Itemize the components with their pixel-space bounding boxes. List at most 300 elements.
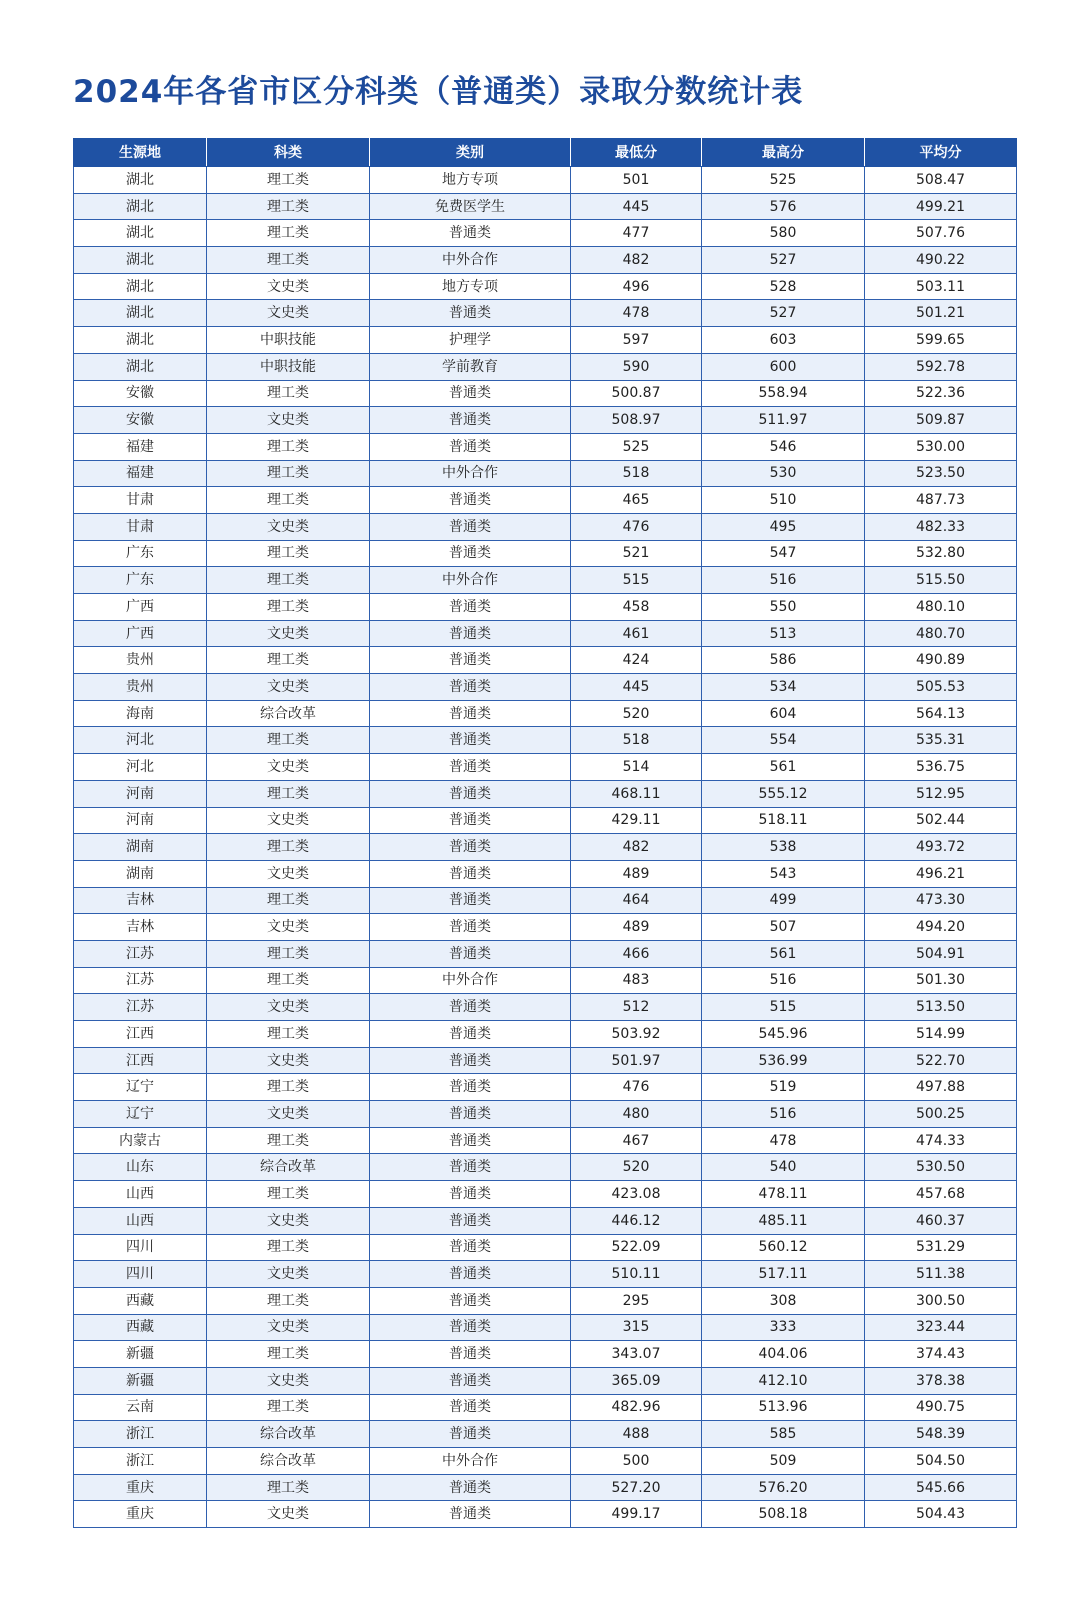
cell-avg-score: 323.44 — [865, 1314, 1017, 1341]
table-row — [74, 1474, 1017, 1501]
cell-category: 普通类 — [370, 380, 571, 407]
cell-origin: 湖南 — [74, 834, 207, 861]
table-row — [74, 700, 1017, 727]
cell-avg-score: 300.50 — [865, 1287, 1017, 1314]
table-row — [74, 780, 1017, 807]
cell-avg-score: 501.21 — [865, 300, 1017, 327]
cell-min-score: 482 — [571, 247, 702, 274]
cell-category: 中外合作 — [370, 1448, 571, 1475]
table-row — [74, 647, 1017, 674]
cell-origin: 新疆 — [74, 1367, 207, 1394]
cell-origin: 浙江 — [74, 1448, 207, 1475]
table-row — [74, 1341, 1017, 1368]
cell-max-score: 516 — [702, 967, 865, 994]
cell-max-score: 499 — [702, 887, 865, 914]
cell-subject-type: 理工类 — [207, 1021, 370, 1048]
cell-subject-type: 文史类 — [207, 807, 370, 834]
cell-category: 普通类 — [370, 1234, 571, 1261]
cell-min-score: 500.87 — [571, 380, 702, 407]
cell-origin: 西藏 — [74, 1314, 207, 1341]
cell-category: 学前教育 — [370, 353, 571, 380]
cell-max-score: 527 — [702, 300, 865, 327]
cell-avg-score: 501.30 — [865, 967, 1017, 994]
cell-category: 普通类 — [370, 754, 571, 781]
cell-subject-type: 文史类 — [207, 1207, 370, 1234]
cell-subject-type: 理工类 — [207, 167, 370, 194]
cell-avg-score: 480.10 — [865, 594, 1017, 621]
cell-subject-type: 理工类 — [207, 940, 370, 967]
cell-min-score: 365.09 — [571, 1367, 702, 1394]
cell-origin: 湖北 — [74, 167, 207, 194]
cell-subject-type: 理工类 — [207, 1394, 370, 1421]
cell-avg-score: 490.22 — [865, 247, 1017, 274]
cell-category: 普通类 — [370, 1207, 571, 1234]
cell-subject-type: 中职技能 — [207, 327, 370, 354]
cell-max-score: 516 — [702, 567, 865, 594]
cell-avg-score: 490.89 — [865, 647, 1017, 674]
cell-category: 中外合作 — [370, 247, 571, 274]
cell-origin: 福建 — [74, 460, 207, 487]
table-row — [74, 1127, 1017, 1154]
header-row — [74, 139, 1017, 167]
cell-category: 普通类 — [370, 860, 571, 887]
cell-subject-type: 理工类 — [207, 487, 370, 514]
cell-category: 普通类 — [370, 487, 571, 514]
table-row — [74, 754, 1017, 781]
cell-max-score: 576 — [702, 193, 865, 220]
table-row — [74, 727, 1017, 754]
cell-min-score: 467 — [571, 1127, 702, 1154]
cell-origin: 江苏 — [74, 994, 207, 1021]
cell-min-score: 458 — [571, 594, 702, 621]
cell-origin: 云南 — [74, 1394, 207, 1421]
cell-subject-type: 理工类 — [207, 834, 370, 861]
cell-avg-score: 499.21 — [865, 193, 1017, 220]
cell-origin: 内蒙古 — [74, 1127, 207, 1154]
cell-max-score: 513 — [702, 620, 865, 647]
cell-min-score: 477 — [571, 220, 702, 247]
cell-category: 普通类 — [370, 647, 571, 674]
cell-origin: 江西 — [74, 1021, 207, 1048]
cell-min-score: 597 — [571, 327, 702, 354]
table-row — [74, 594, 1017, 621]
cell-category: 中外合作 — [370, 967, 571, 994]
table-row — [74, 1261, 1017, 1288]
cell-category: 普通类 — [370, 407, 571, 434]
cell-max-score: 530 — [702, 460, 865, 487]
cell-min-score: 423.08 — [571, 1181, 702, 1208]
cell-min-score: 510.11 — [571, 1261, 702, 1288]
cell-category: 普通类 — [370, 220, 571, 247]
cell-avg-score: 548.39 — [865, 1421, 1017, 1448]
cell-min-score: 482.96 — [571, 1394, 702, 1421]
cell-max-score: 333 — [702, 1314, 865, 1341]
table-row — [74, 327, 1017, 354]
cell-origin: 广西 — [74, 594, 207, 621]
cell-min-score: 503.92 — [571, 1021, 702, 1048]
table-header — [74, 139, 1017, 167]
cell-category: 普通类 — [370, 300, 571, 327]
cell-subject-type: 理工类 — [207, 567, 370, 594]
cell-subject-type: 文史类 — [207, 1501, 370, 1528]
cell-min-score: 518 — [571, 727, 702, 754]
cell-min-score: 480 — [571, 1101, 702, 1128]
cell-max-score: 404.06 — [702, 1341, 865, 1368]
cell-max-score: 600 — [702, 353, 865, 380]
cell-max-score: 478 — [702, 1127, 865, 1154]
cell-min-score: 483 — [571, 967, 702, 994]
cell-category: 普通类 — [370, 1287, 571, 1314]
cell-subject-type: 理工类 — [207, 1341, 370, 1368]
cell-subject-type: 理工类 — [207, 460, 370, 487]
cell-avg-score: 503.11 — [865, 273, 1017, 300]
table-row — [74, 433, 1017, 460]
cell-origin: 湖北 — [74, 273, 207, 300]
cell-max-score: 540 — [702, 1154, 865, 1181]
cell-avg-score: 493.72 — [865, 834, 1017, 861]
cell-subject-type: 文史类 — [207, 620, 370, 647]
cell-avg-score: 502.44 — [865, 807, 1017, 834]
table-row — [74, 1448, 1017, 1475]
cell-max-score: 528 — [702, 273, 865, 300]
cell-avg-score: 490.75 — [865, 1394, 1017, 1421]
table-row — [74, 967, 1017, 994]
cell-min-score: 521 — [571, 540, 702, 567]
table-row — [74, 1181, 1017, 1208]
score-table — [73, 138, 1017, 1528]
cell-avg-score: 532.80 — [865, 540, 1017, 567]
cell-subject-type: 理工类 — [207, 887, 370, 914]
cell-max-score: 485.11 — [702, 1207, 865, 1234]
cell-avg-score: 497.88 — [865, 1074, 1017, 1101]
cell-min-score: 446.12 — [571, 1207, 702, 1234]
table-row — [74, 300, 1017, 327]
cell-subject-type: 综合改革 — [207, 1421, 370, 1448]
table-row — [74, 540, 1017, 567]
cell-origin: 湖北 — [74, 220, 207, 247]
cell-max-score: 543 — [702, 860, 865, 887]
cell-max-score: 507 — [702, 914, 865, 941]
cell-avg-score: 487.73 — [865, 487, 1017, 514]
cell-max-score: 580 — [702, 220, 865, 247]
cell-category: 普通类 — [370, 433, 571, 460]
cell-max-score: 546 — [702, 433, 865, 460]
cell-origin: 湖北 — [74, 300, 207, 327]
cell-subject-type: 文史类 — [207, 1047, 370, 1074]
cell-category: 普通类 — [370, 1367, 571, 1394]
cell-origin: 湖北 — [74, 327, 207, 354]
cell-origin: 湖北 — [74, 193, 207, 220]
cell-subject-type: 理工类 — [207, 1287, 370, 1314]
cell-avg-score: 523.50 — [865, 460, 1017, 487]
cell-subject-type: 文史类 — [207, 300, 370, 327]
cell-min-score: 590 — [571, 353, 702, 380]
cell-origin: 山西 — [74, 1181, 207, 1208]
cell-min-score: 515 — [571, 567, 702, 594]
table-row — [74, 220, 1017, 247]
cell-min-score: 499.17 — [571, 1501, 702, 1528]
cell-min-score: 501 — [571, 167, 702, 194]
cell-subject-type: 理工类 — [207, 1074, 370, 1101]
cell-max-score: 560.12 — [702, 1234, 865, 1261]
cell-min-score: 520 — [571, 1154, 702, 1181]
cell-subject-type: 理工类 — [207, 1181, 370, 1208]
cell-min-score: 520 — [571, 700, 702, 727]
table-row — [74, 914, 1017, 941]
cell-subject-type: 文史类 — [207, 674, 370, 701]
cell-avg-score: 457.68 — [865, 1181, 1017, 1208]
cell-avg-score: 513.50 — [865, 994, 1017, 1021]
cell-max-score: 576.20 — [702, 1474, 865, 1501]
cell-category: 普通类 — [370, 1074, 571, 1101]
cell-subject-type: 文史类 — [207, 1261, 370, 1288]
cell-avg-score: 522.70 — [865, 1047, 1017, 1074]
cell-category: 护理学 — [370, 327, 571, 354]
cell-max-score: 585 — [702, 1421, 865, 1448]
cell-max-score: 545.96 — [702, 1021, 865, 1048]
cell-avg-score: 514.99 — [865, 1021, 1017, 1048]
cell-min-score: 527.20 — [571, 1474, 702, 1501]
cell-max-score: 604 — [702, 700, 865, 727]
cell-origin: 贵州 — [74, 674, 207, 701]
table-row — [74, 1367, 1017, 1394]
cell-category: 普通类 — [370, 513, 571, 540]
cell-subject-type: 综合改革 — [207, 700, 370, 727]
cell-origin: 甘肃 — [74, 487, 207, 514]
cell-subject-type: 理工类 — [207, 1127, 370, 1154]
cell-subject-type: 文史类 — [207, 513, 370, 540]
cell-category: 地方专项 — [370, 273, 571, 300]
cell-category: 普通类 — [370, 1421, 571, 1448]
cell-min-score: 525 — [571, 433, 702, 460]
cell-subject-type: 综合改革 — [207, 1448, 370, 1475]
table-row — [74, 1314, 1017, 1341]
cell-category: 普通类 — [370, 1021, 571, 1048]
table-row — [74, 807, 1017, 834]
cell-max-score: 509 — [702, 1448, 865, 1475]
cell-max-score: 511.97 — [702, 407, 865, 434]
table-row — [74, 1101, 1017, 1128]
cell-avg-score: 509.87 — [865, 407, 1017, 434]
cell-origin: 重庆 — [74, 1474, 207, 1501]
cell-avg-score: 504.91 — [865, 940, 1017, 967]
cell-subject-type: 理工类 — [207, 540, 370, 567]
cell-avg-score: 592.78 — [865, 353, 1017, 380]
cell-subject-type: 理工类 — [207, 380, 370, 407]
cell-min-score: 478 — [571, 300, 702, 327]
cell-origin: 新疆 — [74, 1341, 207, 1368]
page-title: 2024年各省市区分科类（普通类）录取分数统计表 — [73, 74, 804, 110]
cell-avg-score: 460.37 — [865, 1207, 1017, 1234]
cell-origin: 西藏 — [74, 1287, 207, 1314]
cell-avg-score: 599.65 — [865, 327, 1017, 354]
header-max-score: 最高分 — [702, 139, 865, 167]
cell-min-score: 424 — [571, 647, 702, 674]
header-category: 类别 — [370, 139, 571, 167]
cell-min-score: 429.11 — [571, 807, 702, 834]
cell-avg-score: 378.38 — [865, 1367, 1017, 1394]
table-row — [74, 380, 1017, 407]
cell-origin: 山西 — [74, 1207, 207, 1234]
cell-category: 普通类 — [370, 914, 571, 941]
cell-subject-type: 理工类 — [207, 1234, 370, 1261]
cell-subject-type: 文史类 — [207, 914, 370, 941]
cell-origin: 湖北 — [74, 353, 207, 380]
table-row — [74, 834, 1017, 861]
cell-category: 普通类 — [370, 727, 571, 754]
cell-category: 普通类 — [370, 674, 571, 701]
table-row — [74, 193, 1017, 220]
cell-category: 普通类 — [370, 994, 571, 1021]
cell-category: 中外合作 — [370, 460, 571, 487]
cell-subject-type: 理工类 — [207, 433, 370, 460]
cell-avg-score: 507.76 — [865, 220, 1017, 247]
cell-subject-type: 文史类 — [207, 860, 370, 887]
cell-avg-score: 480.70 — [865, 620, 1017, 647]
cell-category: 普通类 — [370, 1261, 571, 1288]
table-row — [74, 620, 1017, 647]
header-subject-type: 科类 — [207, 139, 370, 167]
cell-category: 普通类 — [370, 1314, 571, 1341]
cell-category: 普通类 — [370, 540, 571, 567]
cell-avg-score: 530.00 — [865, 433, 1017, 460]
table-row — [74, 1074, 1017, 1101]
cell-max-score: 478.11 — [702, 1181, 865, 1208]
cell-min-score: 466 — [571, 940, 702, 967]
cell-min-score: 445 — [571, 193, 702, 220]
cell-subject-type: 综合改革 — [207, 1154, 370, 1181]
cell-origin: 湖南 — [74, 860, 207, 887]
cell-origin: 福建 — [74, 433, 207, 460]
cell-avg-score: 482.33 — [865, 513, 1017, 540]
table-row — [74, 407, 1017, 434]
cell-max-score: 308 — [702, 1287, 865, 1314]
cell-subject-type: 理工类 — [207, 647, 370, 674]
cell-category: 普通类 — [370, 700, 571, 727]
cell-avg-score: 504.43 — [865, 1501, 1017, 1528]
cell-origin: 贵州 — [74, 647, 207, 674]
cell-subject-type: 理工类 — [207, 220, 370, 247]
table-row — [74, 674, 1017, 701]
cell-origin: 河南 — [74, 780, 207, 807]
cell-avg-score: 505.53 — [865, 674, 1017, 701]
cell-min-score: 476 — [571, 513, 702, 540]
cell-origin: 广东 — [74, 540, 207, 567]
cell-origin: 河南 — [74, 807, 207, 834]
cell-min-score: 518 — [571, 460, 702, 487]
cell-avg-score: 522.36 — [865, 380, 1017, 407]
cell-subject-type: 文史类 — [207, 273, 370, 300]
cell-origin: 江西 — [74, 1047, 207, 1074]
cell-min-score: 315 — [571, 1314, 702, 1341]
cell-subject-type: 文史类 — [207, 1314, 370, 1341]
cell-max-score: 510 — [702, 487, 865, 514]
cell-origin: 江苏 — [74, 940, 207, 967]
cell-avg-score: 531.29 — [865, 1234, 1017, 1261]
cell-max-score: 555.12 — [702, 780, 865, 807]
cell-max-score: 558.94 — [702, 380, 865, 407]
cell-category: 普通类 — [370, 1394, 571, 1421]
cell-min-score: 343.07 — [571, 1341, 702, 1368]
cell-category: 地方专项 — [370, 167, 571, 194]
cell-category: 普通类 — [370, 1501, 571, 1528]
cell-max-score: 561 — [702, 754, 865, 781]
cell-avg-score: 535.31 — [865, 727, 1017, 754]
cell-origin: 广东 — [74, 567, 207, 594]
table-row — [74, 860, 1017, 887]
cell-category: 普通类 — [370, 1474, 571, 1501]
cell-avg-score: 511.38 — [865, 1261, 1017, 1288]
cell-avg-score: 512.95 — [865, 780, 1017, 807]
cell-category: 普通类 — [370, 780, 571, 807]
cell-avg-score: 500.25 — [865, 1101, 1017, 1128]
cell-avg-score: 545.66 — [865, 1474, 1017, 1501]
cell-origin: 吉林 — [74, 887, 207, 914]
table-row — [74, 460, 1017, 487]
table-row — [74, 1047, 1017, 1074]
cell-origin: 广西 — [74, 620, 207, 647]
cell-origin: 辽宁 — [74, 1074, 207, 1101]
cell-min-score: 464 — [571, 887, 702, 914]
table-row — [74, 1207, 1017, 1234]
cell-category: 中外合作 — [370, 567, 571, 594]
cell-category: 普通类 — [370, 1181, 571, 1208]
cell-subject-type: 理工类 — [207, 1474, 370, 1501]
cell-category: 普通类 — [370, 1341, 571, 1368]
table-row — [74, 940, 1017, 967]
cell-origin: 吉林 — [74, 914, 207, 941]
table-row — [74, 994, 1017, 1021]
cell-origin: 江苏 — [74, 967, 207, 994]
cell-min-score: 489 — [571, 914, 702, 941]
cell-avg-score: 473.30 — [865, 887, 1017, 914]
header-avg-score: 平均分 — [865, 139, 1017, 167]
cell-category: 普通类 — [370, 887, 571, 914]
cell-avg-score: 530.50 — [865, 1154, 1017, 1181]
cell-max-score: 516 — [702, 1101, 865, 1128]
table-row — [74, 513, 1017, 540]
cell-min-score: 468.11 — [571, 780, 702, 807]
table-row — [74, 1421, 1017, 1448]
cell-max-score: 586 — [702, 647, 865, 674]
cell-origin: 海南 — [74, 700, 207, 727]
cell-min-score: 514 — [571, 754, 702, 781]
cell-min-score: 465 — [571, 487, 702, 514]
cell-min-score: 476 — [571, 1074, 702, 1101]
cell-max-score: 525 — [702, 167, 865, 194]
cell-min-score: 512 — [571, 994, 702, 1021]
cell-max-score: 538 — [702, 834, 865, 861]
cell-origin: 重庆 — [74, 1501, 207, 1528]
cell-max-score: 547 — [702, 540, 865, 567]
cell-max-score: 527 — [702, 247, 865, 274]
cell-avg-score: 494.20 — [865, 914, 1017, 941]
cell-min-score: 482 — [571, 834, 702, 861]
cell-max-score: 495 — [702, 513, 865, 540]
cell-origin: 辽宁 — [74, 1101, 207, 1128]
cell-subject-type: 文史类 — [207, 407, 370, 434]
cell-min-score: 461 — [571, 620, 702, 647]
cell-subject-type: 理工类 — [207, 594, 370, 621]
cell-subject-type: 理工类 — [207, 193, 370, 220]
cell-category: 普通类 — [370, 940, 571, 967]
cell-min-score: 500 — [571, 1448, 702, 1475]
cell-category: 普通类 — [370, 1127, 571, 1154]
cell-subject-type: 理工类 — [207, 247, 370, 274]
cell-max-score: 515 — [702, 994, 865, 1021]
table-row — [74, 887, 1017, 914]
cell-subject-type: 理工类 — [207, 727, 370, 754]
